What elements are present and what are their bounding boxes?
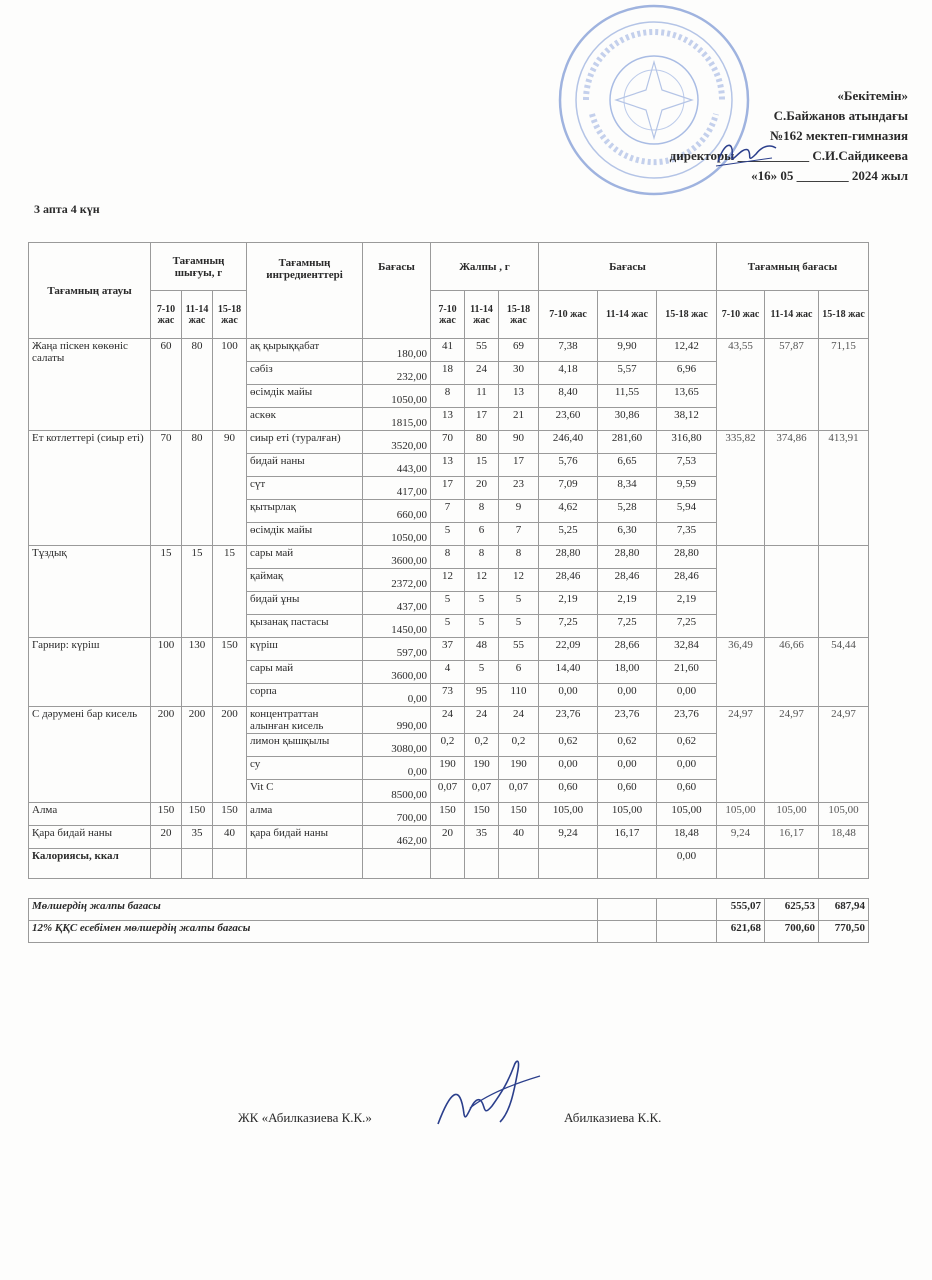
ingredient-cost: 5,25	[539, 523, 598, 546]
dish-yield: 60	[151, 339, 182, 431]
ingredient-price: 3080,00	[363, 734, 431, 757]
dish-total-cost: 71,15	[819, 339, 869, 431]
ingredient-name: сүт	[247, 477, 363, 500]
ingredient-name: сары май	[247, 546, 363, 569]
dish-yield: 200	[182, 707, 213, 803]
ingredient-cost: 0,00	[657, 757, 717, 780]
ingredient-name: өсімдік майы	[247, 523, 363, 546]
ingredient-gross: 20	[465, 477, 499, 500]
ingredient-gross: 80	[465, 431, 499, 454]
ingredient-cost: 0,00	[598, 757, 657, 780]
empty-cell	[765, 849, 819, 879]
ingredient-gross: 4	[431, 661, 465, 684]
ingredient-gross: 11	[465, 385, 499, 408]
supplier-signature	[430, 1052, 546, 1134]
dish-total-cost: 105,00	[765, 803, 819, 826]
dish-total-cost: 105,00	[717, 803, 765, 826]
ingredient-price: 437,00	[363, 592, 431, 615]
empty-cell	[539, 849, 598, 879]
calorie-label: Калориясы, ккал	[29, 849, 151, 879]
header-dish-cost-age: 11-14 жас	[765, 291, 819, 339]
ingredient-cost: 105,00	[539, 803, 598, 826]
ingredient-cost: 4,18	[539, 362, 598, 385]
dish-name: Ет котлеттері (сиыр еті)	[29, 431, 151, 546]
ingredient-gross: 5	[431, 523, 465, 546]
dish-name: Қара бидай наны	[29, 826, 151, 849]
dish-total-cost: 24,97	[717, 707, 765, 803]
dish-yield: 15	[182, 546, 213, 638]
ingredient-cost: 13,65	[657, 385, 717, 408]
ingredient-cost: 38,12	[657, 408, 717, 431]
dish-yield: 35	[182, 826, 213, 849]
ingredient-gross: 17	[465, 408, 499, 431]
ingredient-name: қытырлақ	[247, 500, 363, 523]
ingredient-gross: 190	[465, 757, 499, 780]
ingredient-name: сары май	[247, 661, 363, 684]
dish-name: С дәрумені бар кисель	[29, 707, 151, 803]
footer-name: Абилказиева К.К.	[564, 1110, 662, 1125]
ingredient-cost: 0,60	[539, 780, 598, 803]
ingredient-cost: 28,80	[598, 546, 657, 569]
approve-director: директоры ___________ С.И.Сайдикеева	[669, 148, 908, 163]
ingredient-cost: 2,19	[539, 592, 598, 615]
ingredient-cost: 5,94	[657, 500, 717, 523]
ingredient-gross: 8	[431, 385, 465, 408]
ingredient-gross: 150	[499, 803, 539, 826]
ingredient-price: 8500,00	[363, 780, 431, 803]
header-yield-age: 7-10 жас	[151, 291, 182, 339]
spacer-cell	[29, 879, 869, 899]
summary-vat-value: 770,50	[819, 921, 869, 943]
director-signature	[712, 136, 782, 170]
ingredient-name: қызанақ пастасы	[247, 615, 363, 638]
ingredient-cost: 9,59	[657, 477, 717, 500]
ingredient-name: концентраттан алынған кисель	[247, 707, 363, 734]
dish-yield: 150	[151, 803, 182, 826]
ingredient-price: 3520,00	[363, 431, 431, 454]
ingredient-gross: 70	[431, 431, 465, 454]
ingredient-price: 597,00	[363, 638, 431, 661]
ingredient-cost: 21,60	[657, 661, 717, 684]
ingredient-price: 417,00	[363, 477, 431, 500]
ingredient-gross: 6	[499, 661, 539, 684]
header-dish-cost-age: 7-10 жас	[717, 291, 765, 339]
empty-cell	[598, 899, 657, 921]
summary-vat	[29, 921, 869, 943]
dish-name: Алма	[29, 803, 151, 826]
ingredient-gross: 0,2	[499, 734, 539, 757]
ingredient-gross: 190	[499, 757, 539, 780]
empty-cell	[431, 849, 465, 879]
dish-yield: 200	[213, 707, 247, 803]
header-yield-age: 15-18 жас	[213, 291, 247, 339]
ingredient-cost: 0,62	[657, 734, 717, 757]
ingredient-price: 1450,00	[363, 615, 431, 638]
ingredient-gross: 37	[431, 638, 465, 661]
ingredient-gross: 5	[465, 615, 499, 638]
dish-yield: 100	[151, 638, 182, 707]
ingredient-gross: 7	[431, 500, 465, 523]
ingredient-gross: 41	[431, 339, 465, 362]
ingredient-gross: 40	[499, 826, 539, 849]
ingredient-name: сәбіз	[247, 362, 363, 385]
dish-total-cost: 24,97	[765, 707, 819, 803]
ingredient-name: сорпа	[247, 684, 363, 707]
ingredient-gross: 55	[499, 638, 539, 661]
empty-cell	[213, 849, 247, 879]
approve-date: «16» 05 ________ 2024 жыл	[751, 168, 908, 183]
ingredient-cost: 7,38	[539, 339, 598, 362]
ingredient-cost: 0,00	[657, 684, 717, 707]
ingredient-gross: 35	[465, 826, 499, 849]
spacer-row	[29, 879, 869, 899]
ingredient-cost: 32,84	[657, 638, 717, 661]
ingredient-cost: 246,40	[539, 431, 598, 454]
dish-yield: 15	[213, 546, 247, 638]
dish-yield: 15	[151, 546, 182, 638]
ingredient-gross: 30	[499, 362, 539, 385]
ingredient-gross: 24	[465, 707, 499, 734]
ingredient-gross: 24	[431, 707, 465, 734]
ingredient-price: 2372,00	[363, 569, 431, 592]
ingredient-gross: 48	[465, 638, 499, 661]
ingredient-price: 232,00	[363, 362, 431, 385]
ingredient-name: бидай наны	[247, 454, 363, 477]
week-day-label: 3 апта 4 күн	[34, 202, 100, 216]
ingredient-cost: 7,25	[539, 615, 598, 638]
ingredient-gross: 5	[499, 592, 539, 615]
ingredient-gross: 0,07	[465, 780, 499, 803]
ingredient-cost: 5,76	[539, 454, 598, 477]
ingredient-cost: 12,42	[657, 339, 717, 362]
dish-total-cost: 413,91	[819, 431, 869, 546]
ingredient-gross: 150	[431, 803, 465, 826]
ingredient-price: 462,00	[363, 826, 431, 849]
ingredient-price: 3600,00	[363, 661, 431, 684]
ingredient-price: 443,00	[363, 454, 431, 477]
approve-school-number: №162 мектеп-гимназия	[770, 128, 908, 143]
ingredient-gross: 18	[431, 362, 465, 385]
dish-yield: 200	[151, 707, 182, 803]
ingredient-gross: 5	[499, 615, 539, 638]
table-row	[29, 638, 869, 661]
ingredient-cost: 28,46	[539, 569, 598, 592]
ingredient-price: 0,00	[363, 757, 431, 780]
ingredient-price: 1815,00	[363, 408, 431, 431]
ingredient-gross: 20	[431, 826, 465, 849]
empty-cell	[151, 849, 182, 879]
header-ingredients: Тағамның ингредиенттері	[247, 243, 363, 339]
header-gross-age: 11-14 жас	[465, 291, 499, 339]
ingredient-name: Vit C	[247, 780, 363, 803]
ingredient-gross: 90	[499, 431, 539, 454]
ingredient-gross: 55	[465, 339, 499, 362]
menu-table	[28, 242, 869, 943]
ingredient-gross: 7	[499, 523, 539, 546]
ingredient-gross: 13	[499, 385, 539, 408]
header-cost: Бағасы	[539, 243, 717, 291]
approve-school: С.Байжанов атындағы	[773, 108, 908, 123]
ingredient-cost: 28,46	[598, 569, 657, 592]
ingredient-gross: 95	[465, 684, 499, 707]
dish-total-cost	[765, 546, 819, 638]
ingredient-gross: 8	[465, 500, 499, 523]
empty-cell	[182, 849, 213, 879]
ingredient-cost: 23,76	[539, 707, 598, 734]
ingredient-price: 3600,00	[363, 546, 431, 569]
ingredient-gross: 5	[431, 592, 465, 615]
ingredient-cost: 11,55	[598, 385, 657, 408]
ingredient-name: сиыр еті (туралған)	[247, 431, 363, 454]
dish-total-cost: 105,00	[819, 803, 869, 826]
dish-total-cost: 46,66	[765, 638, 819, 707]
ingredient-cost: 0,62	[539, 734, 598, 757]
summary-total-value: 555,07	[717, 899, 765, 921]
dish-name: Тұздық	[29, 546, 151, 638]
ingredient-cost: 28,80	[539, 546, 598, 569]
ingredient-gross: 8	[465, 546, 499, 569]
ingredient-cost: 7,25	[598, 615, 657, 638]
table-row	[29, 431, 869, 454]
ingredient-gross: 190	[431, 757, 465, 780]
ingredient-cost: 9,90	[598, 339, 657, 362]
ingredient-gross: 0,2	[431, 734, 465, 757]
dish-total-cost	[819, 546, 869, 638]
ingredient-cost: 5,28	[598, 500, 657, 523]
ingredient-gross: 12	[499, 569, 539, 592]
empty-cell	[598, 921, 657, 943]
ingredient-cost: 0,00	[598, 684, 657, 707]
ingredient-cost: 6,30	[598, 523, 657, 546]
header-cost-age: 15-18 жас	[657, 291, 717, 339]
dish-yield: 150	[213, 638, 247, 707]
ingredient-gross: 24	[499, 707, 539, 734]
dish-yield: 80	[182, 339, 213, 431]
empty-cell	[657, 921, 717, 943]
dish-total-cost	[717, 546, 765, 638]
ingredient-name: аскөк	[247, 408, 363, 431]
ingredient-cost: 7,25	[657, 615, 717, 638]
dish-yield: 150	[182, 803, 213, 826]
ingredient-gross: 150	[465, 803, 499, 826]
ingredient-cost: 23,60	[539, 408, 598, 431]
empty-cell	[819, 849, 869, 879]
ingredient-cost: 7,53	[657, 454, 717, 477]
ingredient-name: алма	[247, 803, 363, 826]
ingredient-gross: 0,07	[499, 780, 539, 803]
dish-yield: 90	[213, 431, 247, 546]
ingredient-cost: 9,24	[539, 826, 598, 849]
ingredient-cost: 8,34	[598, 477, 657, 500]
ingredient-cost: 105,00	[657, 803, 717, 826]
header-price: Бағасы	[363, 243, 431, 339]
ingredient-price: 1050,00	[363, 385, 431, 408]
ingredient-cost: 22,09	[539, 638, 598, 661]
ingredient-gross: 12	[431, 569, 465, 592]
dish-total-cost: 335,82	[717, 431, 765, 546]
ingredient-cost: 6,65	[598, 454, 657, 477]
dish-yield: 100	[213, 339, 247, 431]
summary-total-value: 687,94	[819, 899, 869, 921]
summary-vat-value: 700,60	[765, 921, 819, 943]
header-gross: Жалпы , г	[431, 243, 539, 291]
ingredient-cost: 16,17	[598, 826, 657, 849]
ingredient-cost: 281,60	[598, 431, 657, 454]
ingredient-gross: 8	[431, 546, 465, 569]
approval-block	[670, 86, 908, 186]
ingredient-gross: 15	[465, 454, 499, 477]
ingredient-cost: 0,00	[539, 684, 598, 707]
empty-cell	[363, 849, 431, 879]
dish-total-cost: 18,48	[819, 826, 869, 849]
header-cost-age: 7-10 жас	[539, 291, 598, 339]
header-dish-cost-age: 15-18 жас	[819, 291, 869, 339]
dish-name: Жаңа піскен көкөніс салаты	[29, 339, 151, 431]
dish-total-cost: 54,44	[819, 638, 869, 707]
ingredient-gross: 110	[499, 684, 539, 707]
ingredient-name: қара бидай наны	[247, 826, 363, 849]
empty-cell	[465, 849, 499, 879]
ingredient-gross: 17	[431, 477, 465, 500]
header-yield-age: 11-14 жас	[182, 291, 213, 339]
dish-yield: 20	[151, 826, 182, 849]
ingredient-gross: 69	[499, 339, 539, 362]
table-row	[29, 707, 869, 734]
ingredient-cost: 5,57	[598, 362, 657, 385]
ingredient-cost: 0,62	[598, 734, 657, 757]
ingredient-cost: 18,48	[657, 826, 717, 849]
table-row	[29, 546, 869, 569]
empty-cell	[598, 849, 657, 879]
ingredient-name: ақ қырыққабат	[247, 339, 363, 362]
table-row	[29, 339, 869, 362]
ingredient-gross: 5	[465, 661, 499, 684]
empty-cell	[717, 849, 765, 879]
dish-name: Гарнир: күріш	[29, 638, 151, 707]
ingredient-gross: 0,2	[465, 734, 499, 757]
empty-cell	[247, 849, 363, 879]
ingredient-name: лимон қышқылы	[247, 734, 363, 757]
ingredient-price: 990,00	[363, 707, 431, 734]
calorie-value: 0,00	[657, 849, 717, 879]
ingredient-gross: 8	[499, 546, 539, 569]
ingredient-gross: 13	[431, 408, 465, 431]
footer-company: ЖК «Абилказиева К.К.»	[238, 1110, 372, 1125]
summary-vat-value: 621,68	[717, 921, 765, 943]
ingredient-cost: 4,62	[539, 500, 598, 523]
table-row	[29, 803, 869, 826]
ingredient-gross: 24	[465, 362, 499, 385]
calorie-row	[29, 849, 869, 879]
ingredient-cost: 105,00	[598, 803, 657, 826]
table-row	[29, 826, 869, 849]
dish-yield: 130	[182, 638, 213, 707]
dish-yield: 40	[213, 826, 247, 849]
ingredient-gross: 0,07	[431, 780, 465, 803]
ingredient-gross: 13	[431, 454, 465, 477]
ingredient-price: 1050,00	[363, 523, 431, 546]
ingredient-cost: 2,19	[657, 592, 717, 615]
header-gross-age: 15-18 жас	[499, 291, 539, 339]
ingredient-cost: 7,09	[539, 477, 598, 500]
ingredient-cost: 23,76	[598, 707, 657, 734]
ingredient-name: бидай ұны	[247, 592, 363, 615]
ingredient-gross: 6	[465, 523, 499, 546]
ingredient-price: 0,00	[363, 684, 431, 707]
ingredient-gross: 73	[431, 684, 465, 707]
ingredient-cost: 0,00	[539, 757, 598, 780]
ingredient-price: 660,00	[363, 500, 431, 523]
dish-yield: 70	[151, 431, 182, 546]
ingredient-cost: 18,00	[598, 661, 657, 684]
ingredient-name: өсімдік майы	[247, 385, 363, 408]
ingredient-cost: 0,60	[598, 780, 657, 803]
ingredient-name: қаймақ	[247, 569, 363, 592]
dish-yield: 80	[182, 431, 213, 546]
dish-total-cost: 24,97	[819, 707, 869, 803]
ingredient-cost: 28,46	[657, 569, 717, 592]
dish-total-cost: 16,17	[765, 826, 819, 849]
ingredient-cost: 8,40	[539, 385, 598, 408]
ingredient-gross: 23	[499, 477, 539, 500]
dish-total-cost: 57,87	[765, 339, 819, 431]
summary-total-label: Мөлшердің жалпы бағасы	[29, 899, 598, 921]
summary-vat-label: 12% ҚҚС есебімен мөлшердің жалпы бағасы	[29, 921, 598, 943]
header-cost-age: 11-14 жас	[598, 291, 657, 339]
header-dish-name: Тағамның атауы	[29, 243, 151, 339]
empty-cell	[657, 899, 717, 921]
ingredient-cost: 30,86	[598, 408, 657, 431]
empty-cell	[499, 849, 539, 879]
ingredient-cost: 14,40	[539, 661, 598, 684]
ingredient-cost: 6,96	[657, 362, 717, 385]
approve-title: «Бекітемін»	[837, 88, 908, 103]
summary-total	[29, 899, 869, 921]
header-yield: Тағамның шығуы, г	[151, 243, 247, 291]
ingredient-cost: 28,80	[657, 546, 717, 569]
dish-total-cost: 43,55	[717, 339, 765, 431]
ingredient-gross: 9	[499, 500, 539, 523]
summary-total-value: 625,53	[765, 899, 819, 921]
header-dish-cost: Тағамның бағасы	[717, 243, 869, 291]
dish-total-cost: 374,86	[765, 431, 819, 546]
ingredient-cost: 316,80	[657, 431, 717, 454]
ingredient-cost: 0,60	[657, 780, 717, 803]
ingredient-gross: 5	[431, 615, 465, 638]
ingredient-cost: 7,35	[657, 523, 717, 546]
ingredient-price: 700,00	[363, 803, 431, 826]
ingredient-gross: 21	[499, 408, 539, 431]
ingredient-name: күріш	[247, 638, 363, 661]
ingredient-cost: 23,76	[657, 707, 717, 734]
ingredient-gross: 5	[465, 592, 499, 615]
ingredient-cost: 2,19	[598, 592, 657, 615]
dish-total-cost: 9,24	[717, 826, 765, 849]
ingredient-gross: 12	[465, 569, 499, 592]
ingredient-cost: 28,66	[598, 638, 657, 661]
dish-yield: 150	[213, 803, 247, 826]
ingredient-gross: 17	[499, 454, 539, 477]
ingredient-price: 180,00	[363, 339, 431, 362]
header-gross-age: 7-10 жас	[431, 291, 465, 339]
dish-total-cost: 36,49	[717, 638, 765, 707]
ingredient-name: су	[247, 757, 363, 780]
